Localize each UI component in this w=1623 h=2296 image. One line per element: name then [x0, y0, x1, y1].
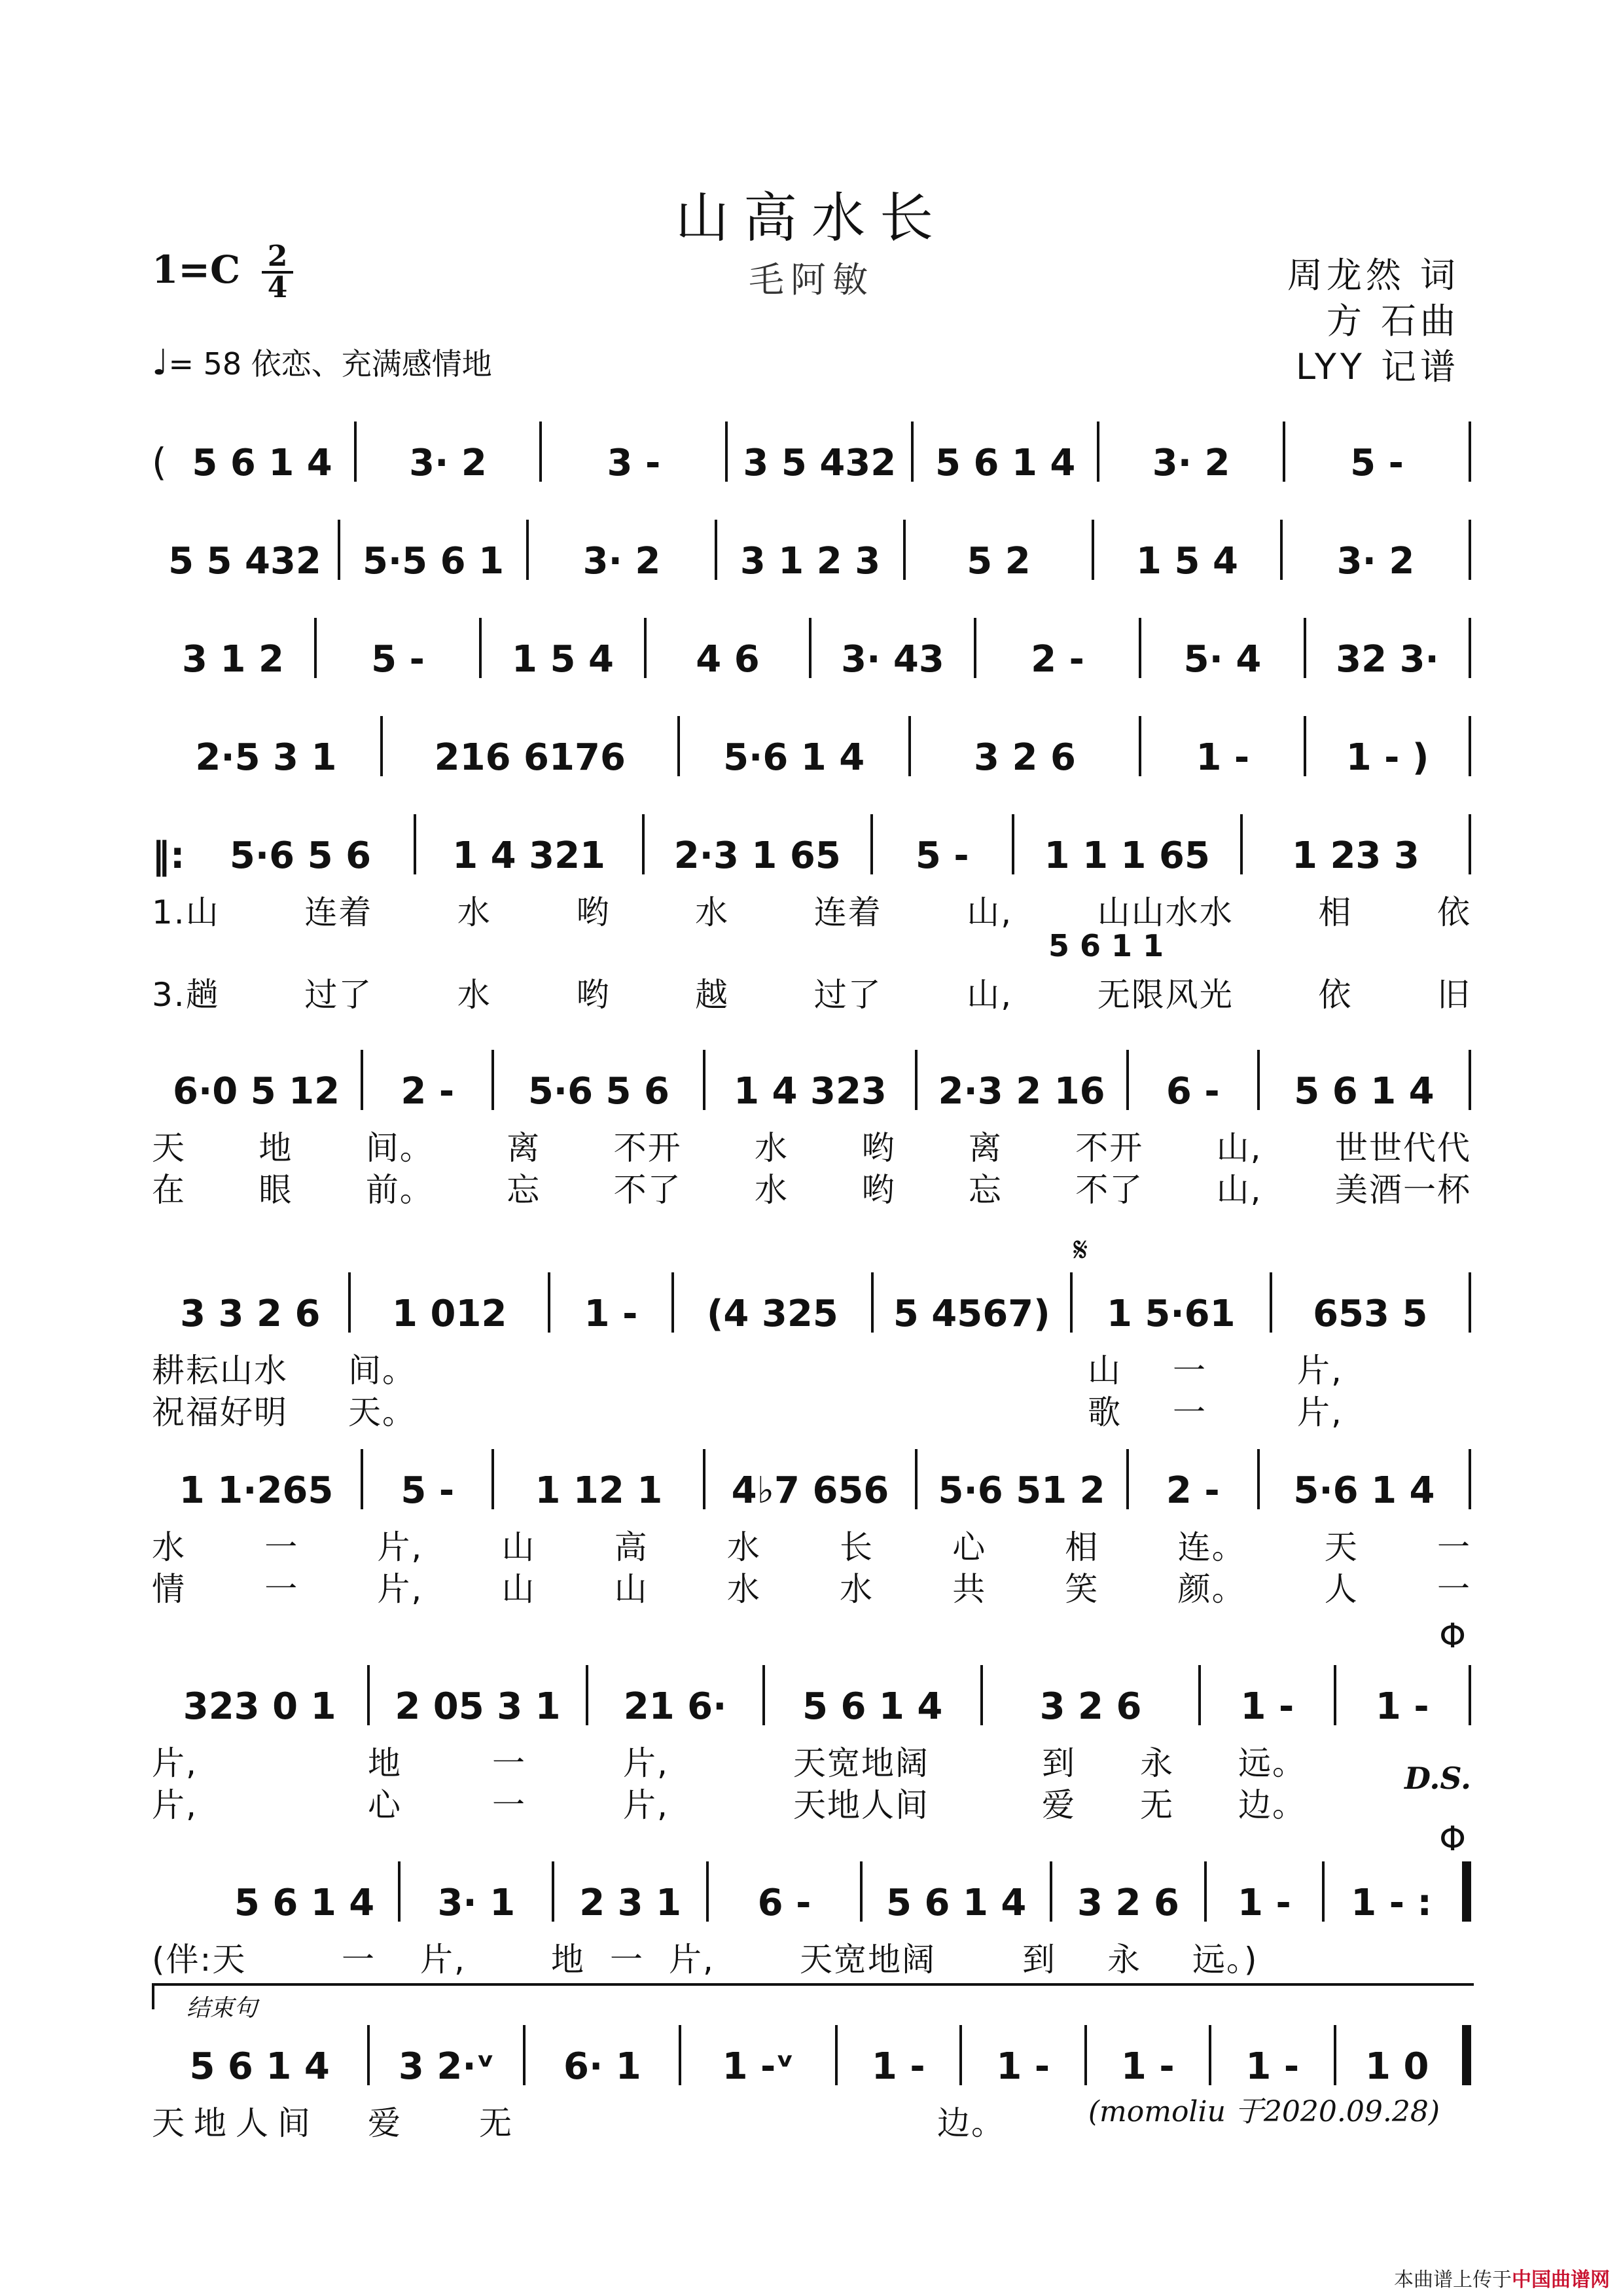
time-sig-numerator: 2 — [262, 242, 293, 274]
score-row-4 — [152, 713, 1471, 779]
measure: 1 5 4 — [1136, 540, 1238, 583]
lyric: 哟 — [861, 1171, 896, 1209]
lyric: 忘 — [507, 1171, 541, 1209]
lyric: 心 — [368, 1786, 402, 1824]
lyric: 水 — [152, 1528, 186, 1566]
lyric: 哟 — [576, 893, 611, 931]
lyric: 一 — [610, 1941, 644, 1979]
score-row-9 — [152, 1662, 1471, 1824]
measure: 5 6 1 4 — [886, 1882, 1027, 1924]
lyric: 3.趟 — [152, 976, 220, 1014]
measure: 1 - — [1196, 736, 1250, 779]
lyric: 片, — [623, 1786, 669, 1824]
lyric: 连着 — [304, 893, 373, 931]
measure: 1 1·265 — [179, 1469, 334, 1512]
lyric: 山, — [1216, 1171, 1262, 1209]
coda-sign: Φ — [1439, 1617, 1466, 1656]
lyric: 不开 — [613, 1129, 682, 1167]
lyric: 连着 — [813, 893, 882, 931]
lyric-line-accompaniment — [152, 1933, 1471, 1979]
transcriber-credit: LYY 记谱 — [1295, 346, 1459, 387]
lyric: 颜。 — [1177, 1570, 1246, 1608]
measure: 5 6 1 4 — [1294, 1070, 1435, 1113]
measure: 1 - — [871, 2045, 925, 2088]
lyric-line-verse-1 — [152, 1122, 1471, 1167]
lyric: 片, — [152, 1786, 198, 1824]
lyric-line-verse-1 — [152, 886, 1471, 931]
measure: 5·6 5 6 — [229, 834, 372, 877]
measure: 6 - — [1166, 1070, 1220, 1113]
lyric: 不了 — [613, 1171, 682, 1209]
measure: 5 6 1 4 — [234, 1882, 375, 1924]
lyric: 水 — [726, 1570, 761, 1608]
lyric-line-verse-1 — [152, 1521, 1471, 1566]
final-barline — [1462, 1861, 1471, 1922]
lyric: 水 — [726, 1528, 761, 1566]
site-logo[interactable]: 中国曲谱网 — [1512, 2269, 1610, 2291]
lyric: 情 — [152, 1570, 186, 1608]
measure: 1 1 1 65 — [1044, 834, 1210, 877]
lyric: 片, — [1297, 1393, 1343, 1431]
lyric: 长 — [840, 1528, 874, 1566]
lyric: 山, — [967, 976, 1013, 1014]
lyric: 忘 — [968, 1171, 1003, 1209]
lyric: 天地人间 — [793, 1786, 929, 1824]
barline — [1469, 1449, 1471, 1509]
transcriber-signature: (momoliu 于2020.09.28) — [1088, 2095, 1440, 2128]
lyric: 过了 — [813, 976, 882, 1014]
measure: 1 23 3 — [1292, 834, 1419, 877]
lyric: 片, — [420, 1941, 466, 1979]
lyric: 无限风光 — [1097, 976, 1234, 1014]
measure: 3· 2 — [1336, 540, 1415, 583]
lyric: 一 — [1173, 1393, 1207, 1431]
lyric: 到 — [1042, 1744, 1076, 1782]
lyric: 歌 — [1088, 1393, 1122, 1431]
score-row-6 — [152, 1047, 1471, 1209]
measure: 3 3 2 6 — [180, 1293, 321, 1335]
measure: 5 - — [401, 1469, 455, 1512]
lyric: 一 — [264, 1570, 299, 1608]
measure: 6·0 5 12 — [173, 1070, 340, 1113]
lyric: 一 — [1173, 1352, 1207, 1390]
lyric: 水 — [695, 893, 730, 931]
measure: 1 5 4 — [512, 638, 614, 681]
score-row-8 — [152, 1446, 1471, 1608]
measure: 21 6· — [623, 1685, 727, 1728]
measure: 3 1 2 — [182, 638, 284, 681]
intro-open-paren: ( — [152, 440, 167, 484]
lyric: 一 — [264, 1528, 299, 1566]
ending-label: 结束句 — [187, 1995, 258, 2022]
measure: 3· 2 — [582, 540, 661, 583]
measure: 1 4 323 — [734, 1070, 887, 1113]
coda-sign: Φ — [1439, 1820, 1466, 1859]
lyric: 远。) — [1192, 1941, 1258, 1979]
measure: 1 - — [1238, 1882, 1291, 1924]
lyric: 山, — [967, 893, 1013, 931]
lyric-line-verse-1 — [152, 1737, 1471, 1782]
lyric: 片, — [1297, 1352, 1343, 1390]
score-row-1 — [152, 419, 1471, 484]
lyric: 边。 — [1238, 1786, 1306, 1824]
measure: 6 - — [757, 1882, 812, 1924]
measure: 2 05 3 1 — [395, 1685, 561, 1728]
measure: 1 -ᵛ — [722, 2045, 794, 2088]
song-title: 山高水长 — [675, 187, 948, 249]
footer-watermark — [1394, 2263, 1610, 2292]
barline — [1469, 422, 1471, 482]
measure: 1 - — [1245, 2045, 1300, 2088]
measure: 5·6 51 2 — [938, 1469, 1105, 1512]
lyric: 1.山 — [152, 893, 220, 931]
measure: 1 - — [1375, 1685, 1429, 1728]
barline — [1469, 1665, 1471, 1725]
lyric: 越 — [695, 976, 730, 1014]
lyric: 到 — [1022, 1941, 1056, 1979]
segno-sign: 𝄋 — [1073, 1230, 1088, 1270]
lyric-line-verse-3 — [152, 969, 1471, 1014]
lyric: 天 — [1324, 1528, 1359, 1566]
measure: 3 - — [607, 442, 661, 484]
repeat-start-sign: ‖: — [152, 834, 185, 877]
measure: 3· 43 — [841, 638, 944, 681]
barline — [1469, 618, 1471, 678]
measure: 1 - — [1240, 1685, 1294, 1728]
measure: 2 - — [1166, 1469, 1220, 1512]
measure: 3 2 6 — [1039, 1685, 1142, 1728]
lyric: 哟 — [576, 976, 611, 1014]
measure: 5·6 1 4 — [723, 736, 865, 779]
lyric: 无 — [479, 2104, 513, 2142]
lyric: 一 — [1436, 1570, 1471, 1608]
measure: 3 2 6 — [974, 736, 1076, 779]
lyric: 地 — [551, 1941, 585, 1979]
score-row-10 — [152, 1859, 1471, 1979]
lyric-line-verse-3 — [152, 1779, 1471, 1824]
lyric-line-verse-3 — [152, 1386, 1471, 1431]
measure: 1 - : — [1351, 1882, 1432, 1924]
alternate-notes: 5 6 1 1 — [1048, 928, 1164, 963]
measure: 2 3 1 — [579, 1882, 682, 1924]
lyric: 相 — [1318, 893, 1353, 931]
measure: 1 - — [996, 2045, 1050, 2088]
lyric-line-verse-3 — [152, 1563, 1471, 1608]
lyric: 片, — [152, 1744, 198, 1782]
measure: 3· 2 — [1152, 442, 1230, 484]
measure: (4 325 — [706, 1293, 838, 1335]
barline — [1469, 1272, 1471, 1333]
measure: 3· 1 — [437, 1882, 516, 1924]
measure: 2 - — [401, 1070, 455, 1113]
barline — [1469, 520, 1471, 580]
lyric: 水 — [755, 1171, 789, 1209]
lyric: 山 — [501, 1528, 536, 1566]
measure: 1 012 — [392, 1293, 507, 1335]
measure: 2·5 3 1 — [195, 736, 337, 779]
lyric: 一 — [492, 1786, 526, 1824]
measure: 3 5 432 — [743, 442, 897, 484]
lyric: 哟 — [861, 1129, 896, 1167]
lyric: 地 — [259, 1129, 293, 1167]
barline — [1469, 716, 1471, 776]
barline — [1469, 814, 1471, 874]
lyric: 不开 — [1075, 1129, 1144, 1167]
score-row-7 — [152, 1270, 1471, 1431]
lyric: 耕耘山水 — [152, 1352, 288, 1390]
measure: 5·5 6 1 — [362, 540, 505, 583]
measure: 4 6 — [696, 638, 760, 681]
lyric: 心 — [952, 1528, 987, 1566]
measure: 3 2 6 — [1077, 1882, 1179, 1924]
lyric: 离 — [968, 1129, 1003, 1167]
measure: 32 3· — [1336, 638, 1439, 681]
lyric: 山, — [1216, 1129, 1262, 1167]
lyric: 边。 — [937, 2104, 1005, 2142]
lyric: 不了 — [1075, 1171, 1144, 1209]
measure: 5 4567) — [893, 1293, 1050, 1335]
barline — [1469, 1050, 1471, 1110]
score-row-2 — [152, 517, 1471, 583]
measure: 6· 1 — [563, 2045, 641, 2088]
lyric: 间。 — [348, 1352, 416, 1390]
lyric: 笑 — [1065, 1570, 1099, 1608]
lyric: 高 — [614, 1528, 649, 1566]
measure: 1 12 1 — [535, 1469, 663, 1512]
measure: 3 2·ᵛ — [398, 2045, 495, 2088]
lyric: 天宽地阔 — [800, 1941, 936, 1979]
lyric: 美酒一杯 — [1334, 1171, 1471, 1209]
lyric: 远。 — [1238, 1744, 1306, 1782]
lyric: 水 — [840, 1570, 874, 1608]
lyric: 片, — [623, 1744, 669, 1782]
tempo-marking — [152, 340, 492, 384]
lyric: 爱 — [368, 2104, 402, 2142]
measure: 1 - ) — [1346, 736, 1429, 779]
lyric: 永 — [1107, 1941, 1141, 1979]
lyric: 片, — [377, 1570, 423, 1608]
lyric: 天 — [152, 1129, 186, 1167]
lyric: 山 — [1088, 1352, 1122, 1390]
measure: 1 4 321 — [452, 834, 606, 877]
lyric: 旧 — [1436, 976, 1471, 1014]
lyric: 在 — [152, 1171, 186, 1209]
lyric: 连。 — [1177, 1528, 1246, 1566]
measure: 323 0 1 — [183, 1685, 336, 1728]
lyric: 依 — [1436, 893, 1471, 931]
measure: 5 6 1 4 — [802, 1685, 943, 1728]
lyric: 水 — [755, 1129, 789, 1167]
measure: 5 5 432 — [168, 540, 321, 583]
measure: 5 2 — [967, 540, 1031, 583]
lyric: 山 — [614, 1570, 649, 1608]
composer-credit: 方 石曲 — [1326, 300, 1459, 342]
lyric: 片, — [377, 1528, 423, 1566]
measure: 3 1 2 3 — [740, 540, 881, 583]
lyric: 山山水水 — [1097, 893, 1234, 931]
lyric: 永 — [1140, 1744, 1174, 1782]
time-sig-denominator: 4 — [267, 271, 288, 304]
lyric: (伴:天 — [152, 1941, 247, 1979]
measure: 5 - — [915, 834, 969, 877]
ending-bracket — [152, 1983, 1474, 2009]
key-signature: 1=C — [152, 247, 241, 292]
lyric: 过了 — [304, 976, 373, 1014]
lyric: 水 — [457, 976, 491, 1014]
measure: 2 - — [1031, 638, 1084, 681]
measure: 3· 2 — [409, 442, 487, 484]
quarter-note-icon: ♩ — [152, 342, 169, 383]
lyric: 天宽地阔 — [793, 1744, 929, 1782]
lyric: 世世代代 — [1334, 1129, 1471, 1167]
lyric: 祝福好明 — [152, 1393, 288, 1431]
lyric: 片, — [669, 1941, 715, 1979]
singer-name: 毛阿敏 — [749, 259, 874, 300]
lyric: 天地人间 — [152, 2104, 319, 2142]
lyric: 天。 — [348, 1393, 416, 1431]
alt-notes-line — [152, 928, 1471, 969]
measure: 2·3 2 16 — [938, 1070, 1105, 1113]
measure: 5 6 1 4 — [189, 2045, 330, 2088]
measure: 5 - — [1350, 442, 1404, 484]
score-row-3 — [152, 615, 1471, 681]
lyric: 地 — [368, 1744, 402, 1782]
lyric: 离 — [507, 1129, 541, 1167]
measure: 1 5·61 — [1106, 1293, 1236, 1335]
lyric: 水 — [457, 893, 491, 931]
lyric: 爱 — [1042, 1786, 1076, 1824]
measure: 653 5 — [1313, 1293, 1428, 1335]
lyricist-credit: 周龙然 词 — [1287, 255, 1459, 296]
score-row-5 — [152, 812, 1471, 1014]
measure: 4♭7 656 — [731, 1469, 889, 1512]
lyric: 前。 — [365, 1171, 434, 1209]
lyric: 眼 — [259, 1171, 293, 1209]
measure: 216 6176 — [434, 736, 626, 779]
measure: 5 6 1 4 — [935, 442, 1076, 484]
measure: 2·3 1 65 — [673, 834, 841, 877]
lyric: 无 — [1140, 1786, 1174, 1824]
lyric: 一 — [342, 1941, 376, 1979]
measure: 5·6 5 6 — [527, 1070, 669, 1113]
measure: 1 0 — [1365, 2045, 1429, 2088]
measure: 1 - — [584, 1293, 638, 1335]
tempo-text: = 58 依恋、充满感情地 — [168, 346, 492, 382]
measure: 5·6 1 4 — [1293, 1469, 1435, 1512]
dal-segno-mark: D.S. — [1404, 1761, 1471, 1796]
lyric: 一 — [1436, 1528, 1471, 1566]
final-barline — [1462, 2025, 1471, 2085]
lyric: 依 — [1318, 976, 1353, 1014]
lyric: 共 — [952, 1570, 987, 1608]
measure: 1 - — [1120, 2045, 1175, 2088]
measure: 5· 4 — [1183, 638, 1262, 681]
lyric: 山 — [501, 1570, 536, 1608]
lyric-line-verse-3 — [152, 1164, 1471, 1209]
lyric: 一 — [492, 1744, 526, 1782]
footer-text: 本曲谱上传于 — [1394, 2269, 1512, 2291]
lyric: 相 — [1065, 1528, 1099, 1566]
measure: 5 6 1 4 — [192, 442, 332, 484]
measure: 5 - — [371, 638, 425, 681]
time-signature — [262, 242, 293, 302]
lyric: 间。 — [365, 1129, 434, 1167]
lyric: 人 — [1324, 1570, 1359, 1608]
lyric-line-verse-1 — [152, 1344, 1471, 1390]
